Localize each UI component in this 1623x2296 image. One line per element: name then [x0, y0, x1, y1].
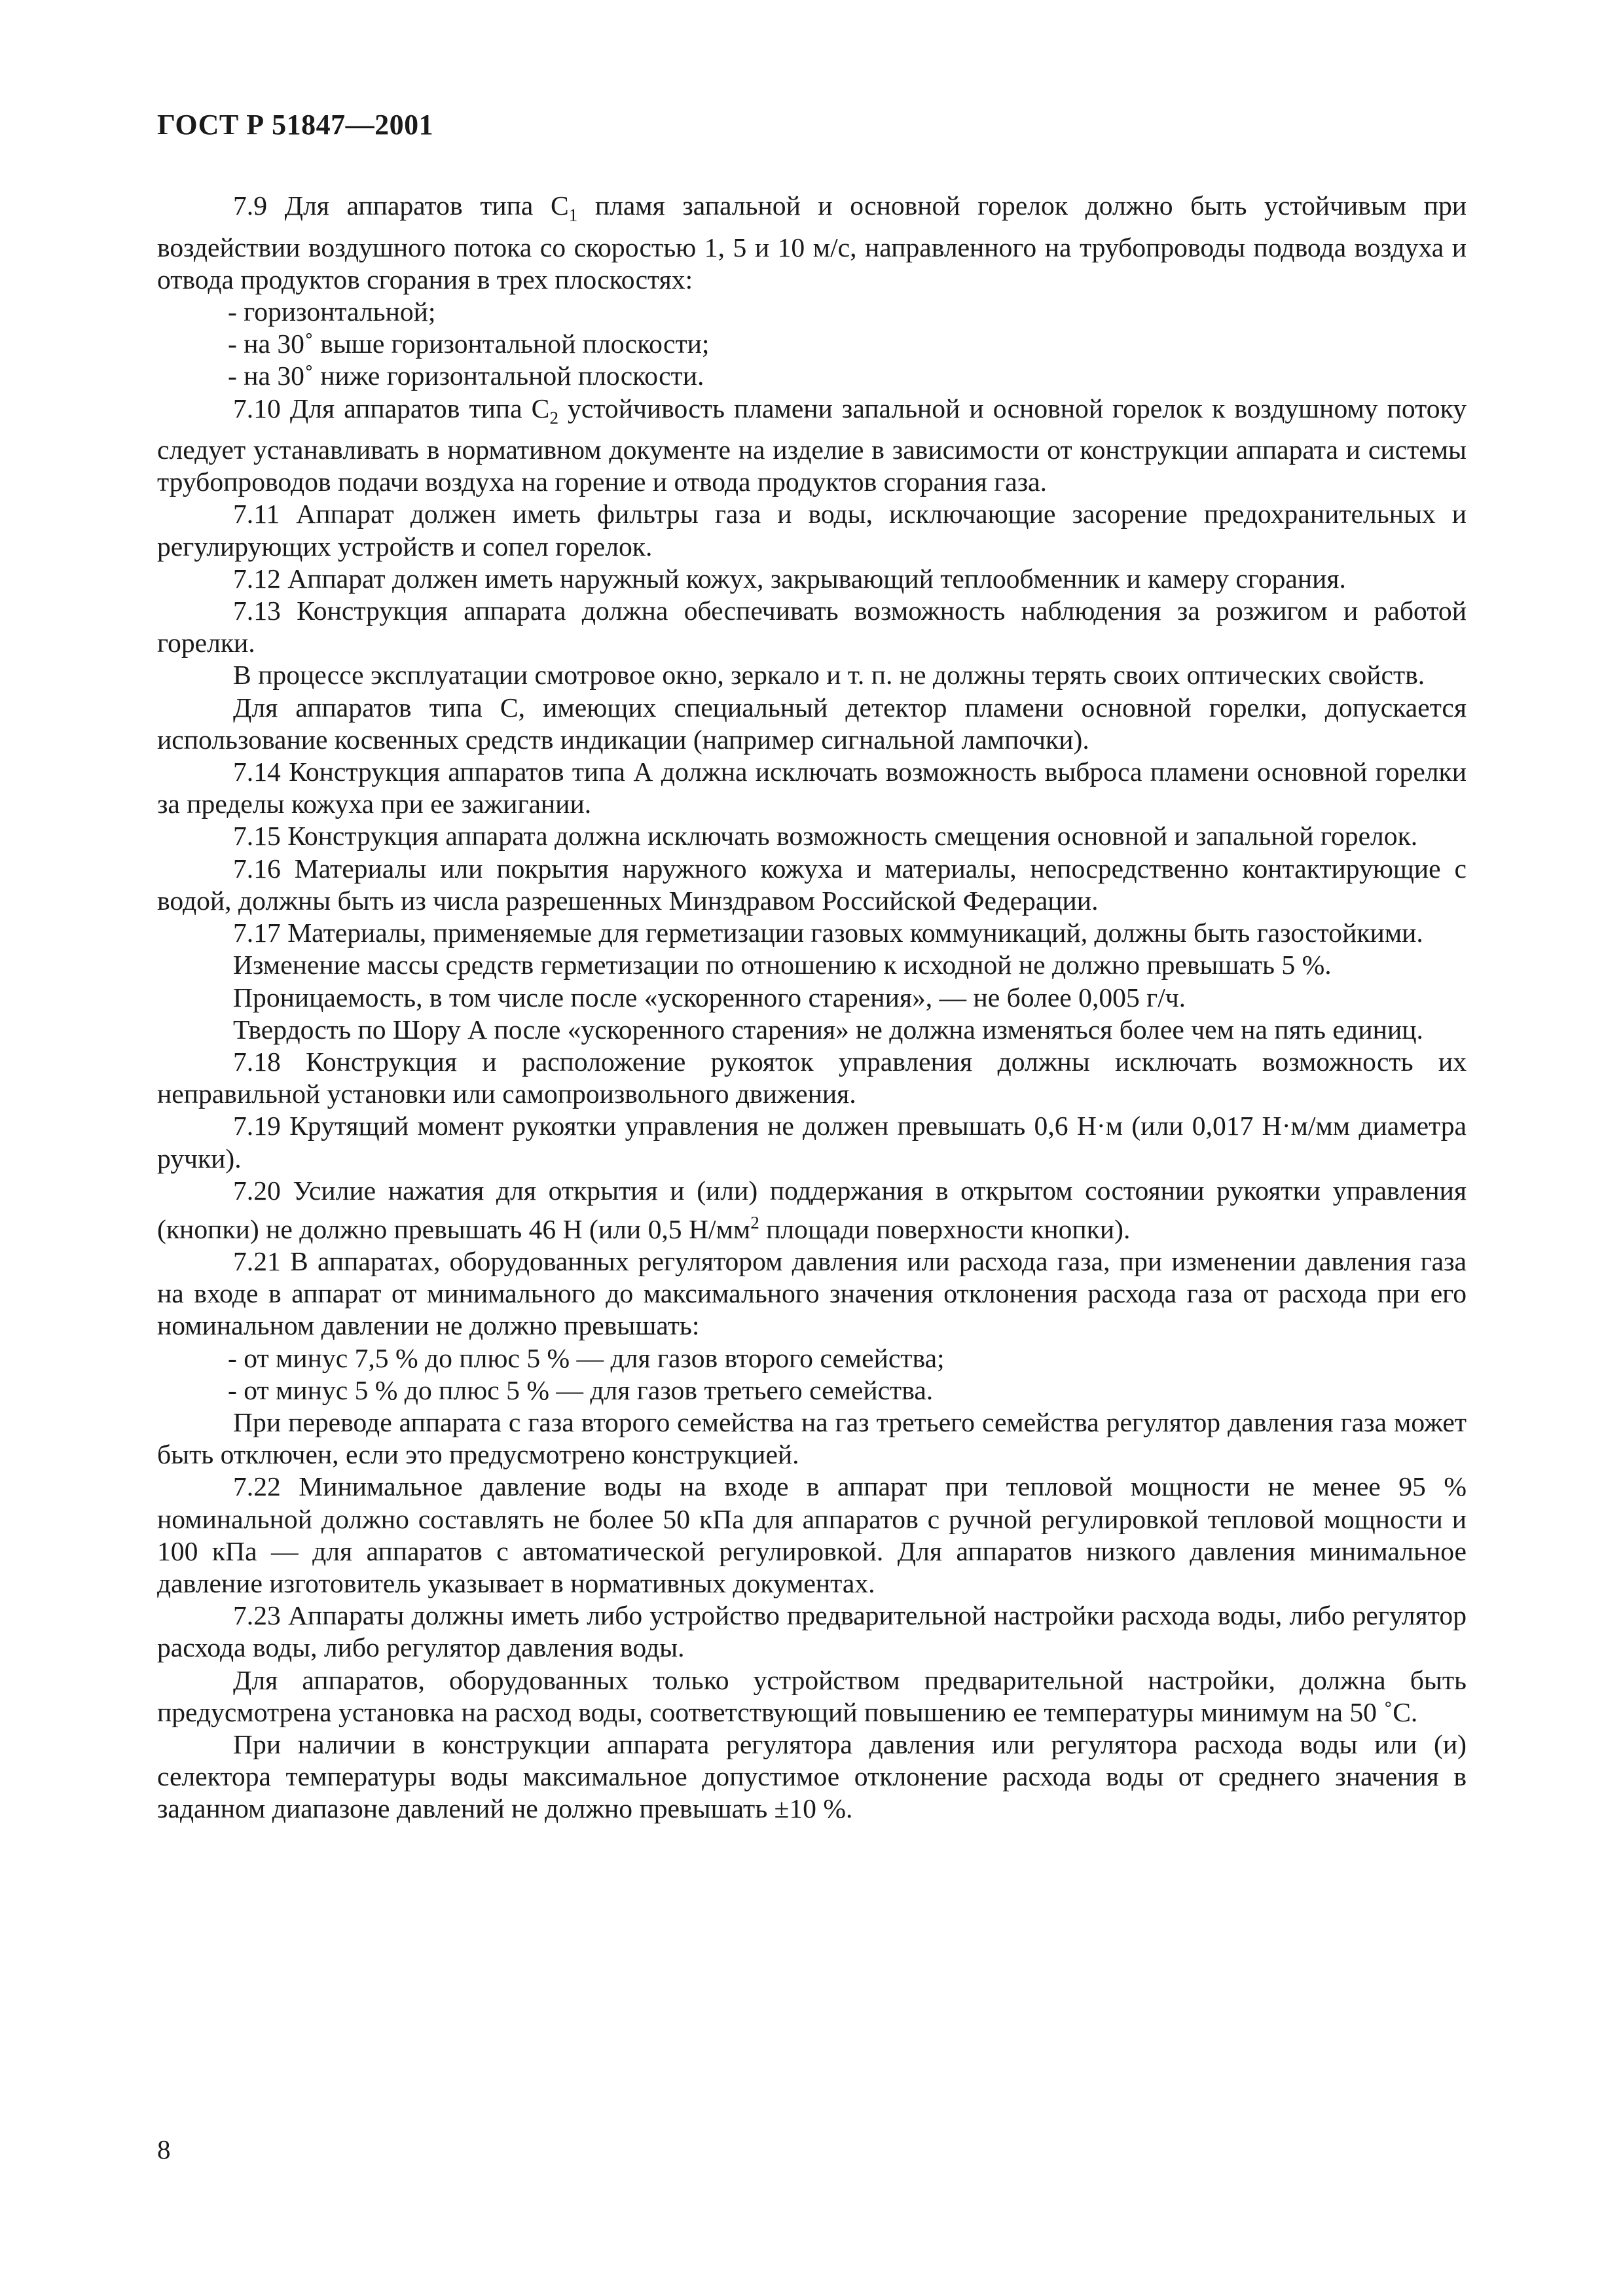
clause-number: 7.15: [233, 821, 281, 852]
clause-number: 7.12: [233, 563, 281, 594]
clause-paragraph: [157, 917, 1467, 949]
clause-number: 7.17: [233, 918, 281, 948]
clause-number: 7.23: [233, 1600, 281, 1631]
paragraph-text: Аппарат должен иметь наружный кожух, закрывающий теплообменник и камеру сгорания.: [287, 563, 1346, 594]
paragraph: [157, 982, 1467, 1014]
clause-number: 7.21: [233, 1246, 281, 1276]
paragraph-text: В процессе эксплуатации смотровое окно, зеркало и т. п. не должны терять своих оптических свойств.: [233, 660, 1425, 691]
paragraph-text: Для аппаратов типа С, имеющих специальный детектор пламени основной горелки, допускается использование косвенных средств индикации (например сигнальной лампочки).: [157, 692, 1467, 755]
paragraph-text: Конструкция аппарата должна обеспечивать возможность наблюдения за розжигом и работой горелки.: [157, 596, 1467, 658]
clause-number: 7.22: [233, 1471, 281, 1502]
clause-paragraph: [157, 563, 1467, 595]
paragraph-text: Аппарат должен иметь фильтры газа и воды, исключающие засорение предохранительных и регулирующих устройств и сопел горелок.: [157, 499, 1467, 562]
clause-paragraph: [157, 1110, 1467, 1174]
list-item: - на 30˚ ниже горизонтальной плоскости.: [228, 361, 704, 391]
clause-paragraph: [157, 1046, 1467, 1110]
clause-number: 7.13: [233, 596, 281, 626]
paragraph-text: Аппараты должны иметь либо устройство предварительной настройки расхода воды, либо регулятор расхода воды, либо регулятор давления воды.: [157, 1600, 1467, 1663]
clause-number: 7.20: [233, 1175, 281, 1206]
paragraph-text: Конструкция аппарата должна исключать возможность смещения основной и запальной горелок.: [287, 821, 1418, 852]
paragraph-text: Материалы, применяемые для герметизации газовых коммуникаций, должны быть газостойкими.: [287, 918, 1423, 948]
paragraph: [157, 1407, 1467, 1471]
paragraph-text: Минимальное давление воды на входе в аппарат при тепловой мощности не менее 95 % номинальной должно составлять не более 50 кПа для аппаратов с ручной регулировкой тепловой мощности и 100 кПа — для аппаратов с автоматической регулировкой. Для аппаратов низкого давления минимальное давление изготовитель указывает в нормативных документах.: [157, 1471, 1467, 1599]
paragraph-text: В аппаратах, оборудованных регулятором давления или расхода газа, при изменении давления газа на входе в аппарат от минимального до максимального значения отклонения расхода газа от расхода при его номинальном давлении не должно превышать:: [157, 1246, 1467, 1341]
paragraph-text: Конструкция аппаратов типа А должна исключать возможность выброса пламени основной горелки за пределы кожуха при ее зажигании.: [157, 757, 1467, 819]
paragraph-text: Для аппаратов, оборудованных только устройством предварительной настройки, должна быть предусмотрена установка на расход воды, соответствующий повышению ее температуры минимум на 50 ˚С.: [157, 1664, 1467, 1727]
clause-paragraph: [157, 853, 1467, 917]
paragraph-text: Для аппаратов типа $С_2$ устойчивость пламени запальной и основной горелок к воздушному потоку следует устанавливать в нормативном документе на изделие в зависимости от конструкции аппарата и системы трубопроводов подачи воздуха на горение и отвода продуктов сгорания газа.: [157, 393, 1467, 497]
clause-number: 7.11: [233, 499, 280, 529]
paragraph: [157, 1664, 1467, 1729]
paragraph-text: Усилие нажатия для открытия и (или) поддержания в открытом состоянии рукоятки управления (кнопки) не должно превышать 46 Н (или 0,5 $Н/мм^2$ площади поверхности кнопки).: [157, 1175, 1467, 1244]
clause-number: 7.14: [233, 757, 281, 787]
paragraph-text: При наличии в конструкции аппарата регулятора давления или регулятора расхода воды или (и) селектора температуры воды максимальное допустимое отклонение расхода воды от среднего значения в заданном диапазоне давлений не должно превышать ±10 %.: [157, 1729, 1467, 1824]
clause-number: 7.9: [233, 190, 267, 221]
list-item: - от минус 7,5 % до плюс 5 % — для газов второго семейства;: [228, 1342, 945, 1373]
clause-paragraph: [157, 1600, 1467, 1664]
clause-number: 7.18: [233, 1046, 281, 1077]
paragraph: [157, 692, 1467, 756]
paragraph: [157, 1729, 1467, 1825]
list-item: - на 30˚ выше горизонтальной плоскости;: [228, 329, 710, 359]
paragraph-text: Изменение массы средств герметизации по отношению к исходной не должно превышать 5 %.: [233, 950, 1332, 980]
clause-paragraph: [157, 820, 1467, 852]
clause-paragraph: [157, 190, 1467, 296]
paragraph: [157, 1014, 1467, 1046]
clause-number: 7.16: [233, 853, 281, 884]
clause-paragraph: [157, 393, 1467, 499]
clause-paragraph: [157, 756, 1467, 820]
document-header: ГОСТ Р 51847—2001: [157, 109, 434, 141]
paragraph-text: При переводе аппарата с газа второго семейства на газ третьего семейства регулятор давления газа может быть отключен, если это предусмотрено конструкцией.: [157, 1407, 1467, 1470]
clause-paragraph: [157, 595, 1467, 659]
paragraph-text: Крутящий момент рукоятки управления не должен превышать 0,6 Н·м (или 0,017 Н·м/мм диаметра ручки).: [157, 1111, 1467, 1174]
clause-paragraph: [157, 1471, 1467, 1600]
page-number: 8: [157, 2134, 171, 2164]
clause-paragraph: [157, 498, 1467, 562]
paragraph-text: Конструкция и расположение рукояток управления должны исключать возможность их неправильной установки или самопроизвольного движения.: [157, 1046, 1467, 1109]
list-item: - горизонтальной;: [228, 296, 436, 327]
document-body: [157, 190, 1467, 1825]
paragraph-text: Для аппаратов типа $С_1$ пламя запальной и основной горелок должно быть устойчивым при воздействии воздушного потока со скоростью 1, 5 и 10 м/с, направленного на трубопроводы подвода воздуха и отвода продуктов сгорания в трех плоскостях:: [157, 190, 1467, 295]
clause-paragraph: [157, 1175, 1467, 1246]
list-item: - от минус 5 % до плюс 5 % — для газов третьего семейства.: [228, 1374, 934, 1405]
paragraph-text: Материалы или покрытия наружного кожуха и материалы, непосредственно контактирующие с водой, должны быть из числа разрешенных Минздравом Российской Федерации.: [157, 853, 1467, 916]
clause-paragraph: [157, 1246, 1467, 1342]
clause-number: 7.19: [233, 1111, 281, 1141]
paragraph-text: Твердость по Шору А после «ускоренного старения» не должна изменяться более чем на пять единиц.: [233, 1014, 1423, 1045]
paragraph: [157, 659, 1467, 691]
clause-number: 7.10: [233, 393, 281, 423]
paragraph-text: Проницаемость, в том числе после «ускоренного старения», — не более 0,005 г/ч.: [233, 982, 1186, 1013]
paragraph: [157, 949, 1467, 981]
